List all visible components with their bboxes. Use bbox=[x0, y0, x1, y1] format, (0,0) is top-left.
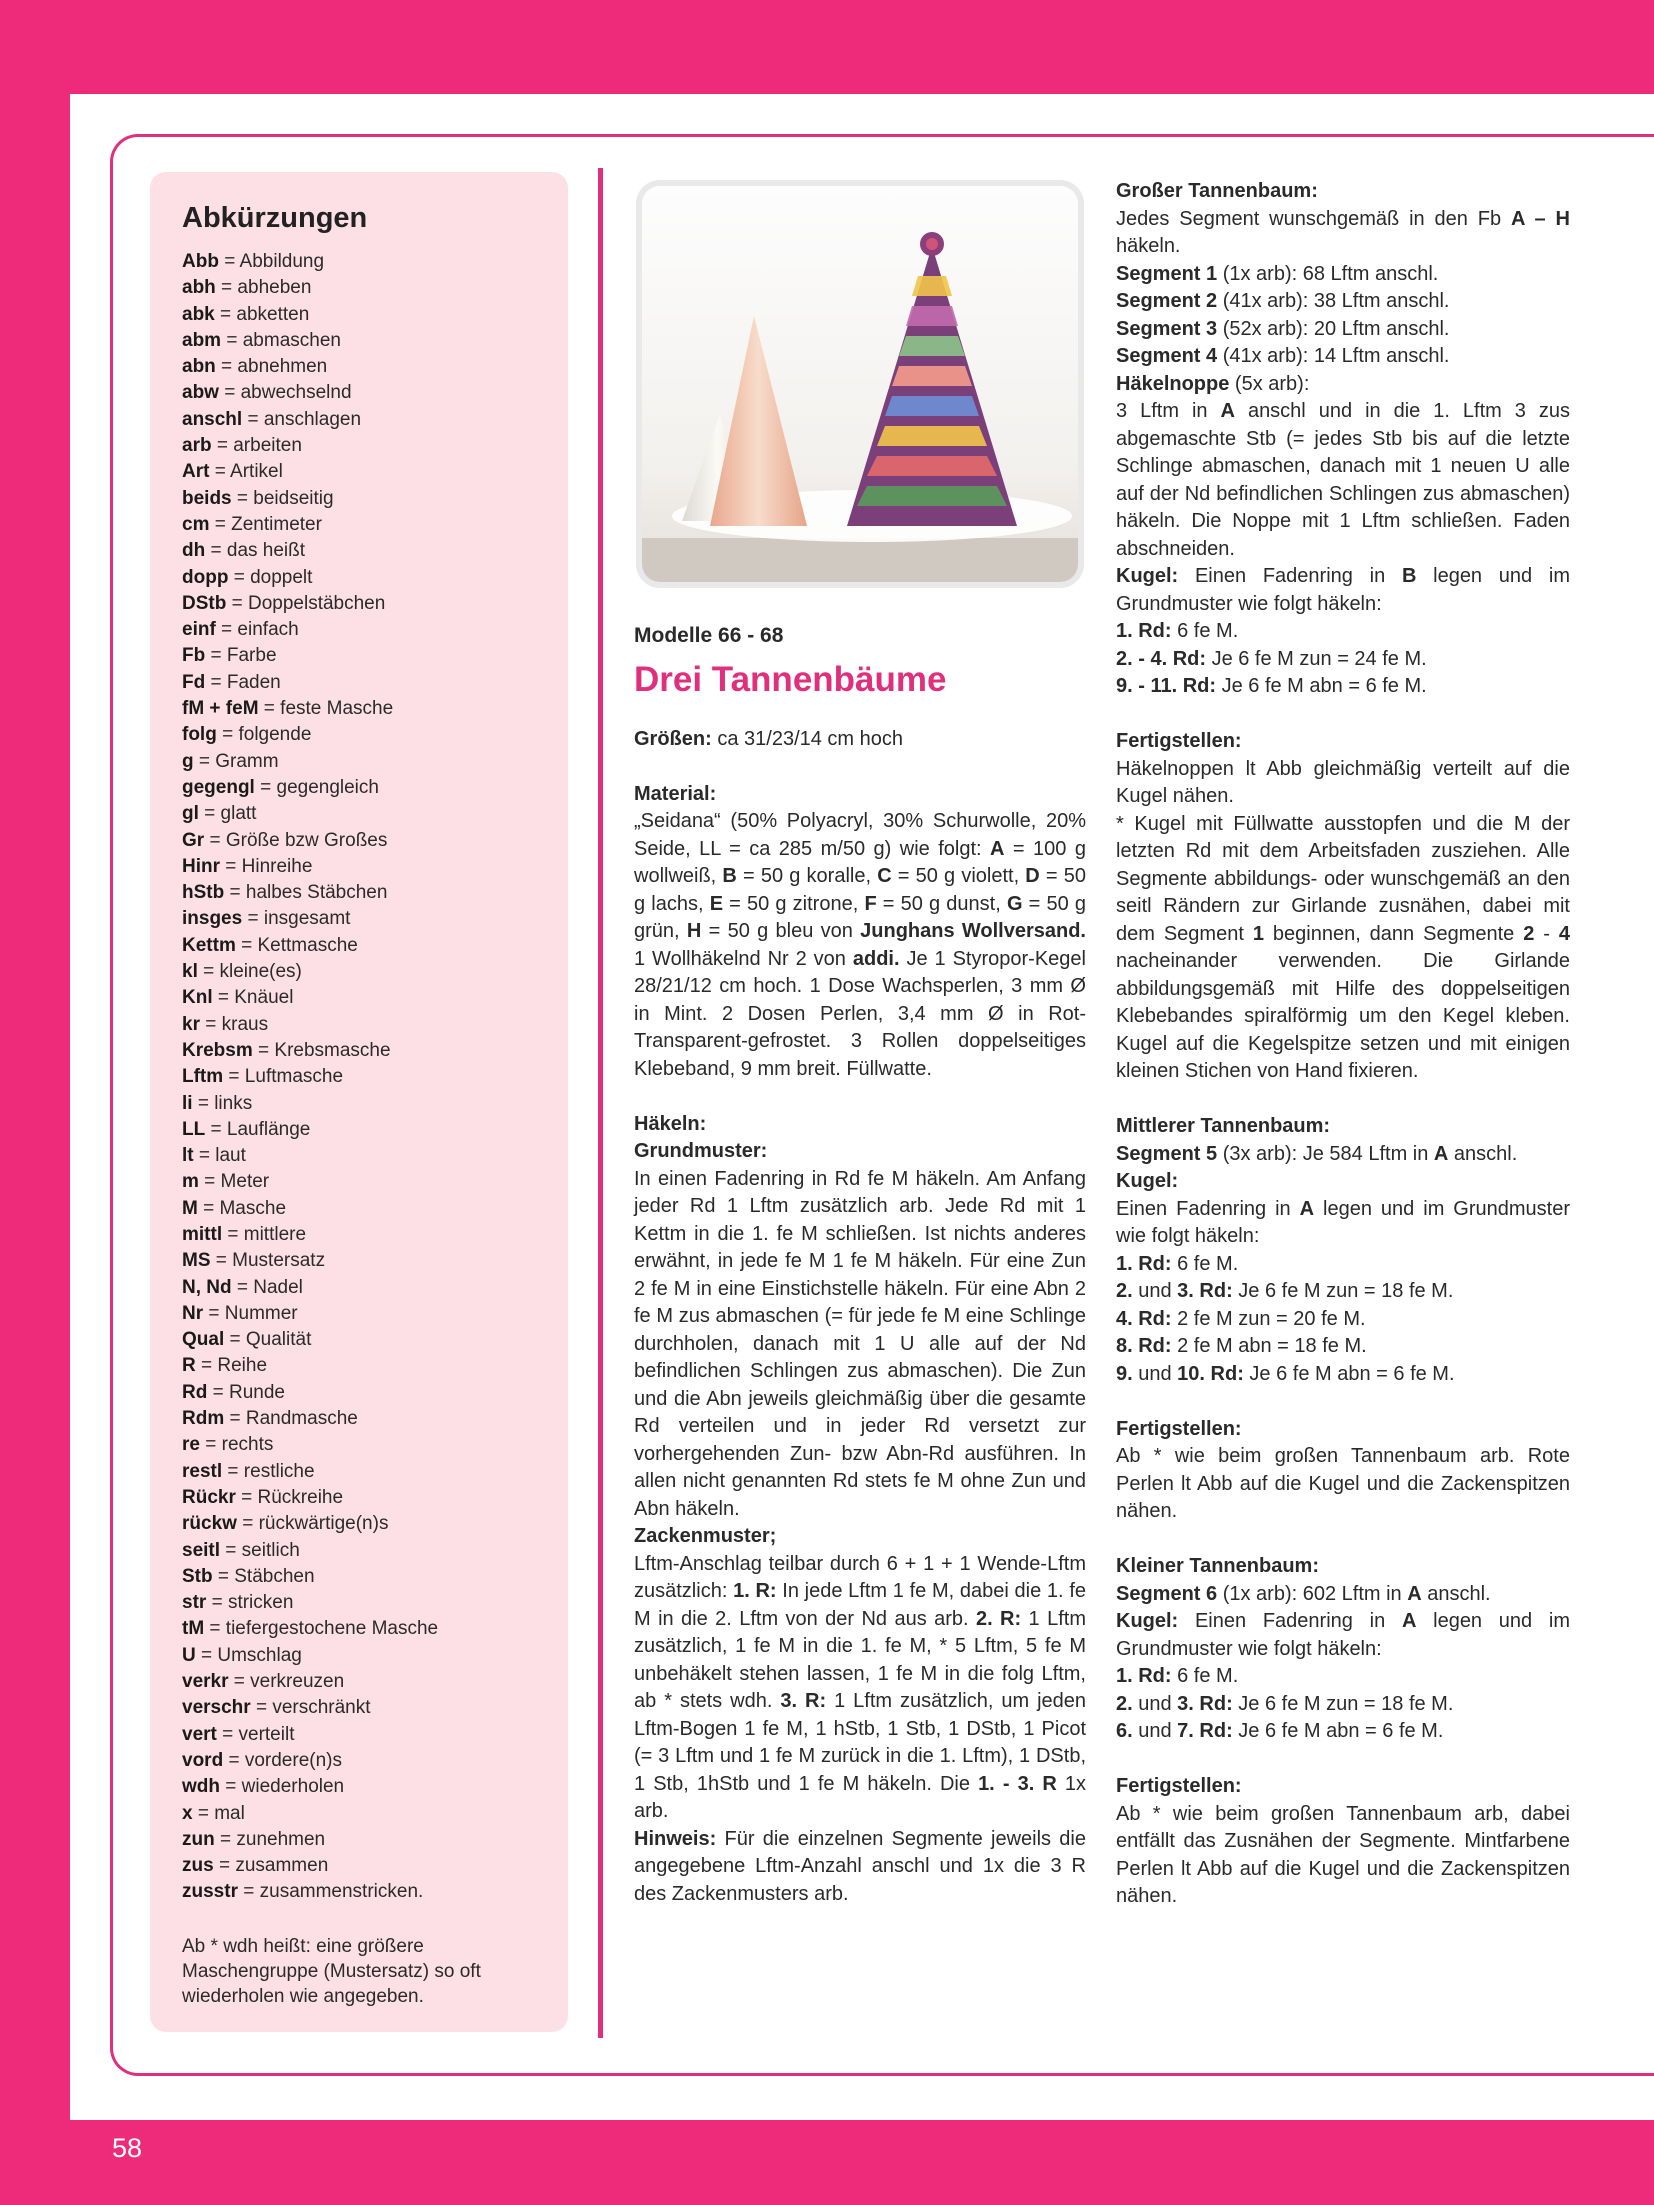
abbreviation-item: Nr = Nummer bbox=[182, 1302, 298, 1324]
abbreviation-key: Rdm bbox=[182, 1408, 225, 1430]
instruction-line: Häkelnoppe (5x arb): bbox=[1116, 372, 1310, 395]
instruction-line: Segment 6 (1x arb): 602 Lftm in A anschl. bbox=[1116, 1582, 1491, 1605]
instruction-line: 8. Rd: 2 fe M abn = 18 fe M. bbox=[1116, 1335, 1367, 1357]
abbreviation-item: dh = das heißt bbox=[182, 540, 306, 562]
instruction-line: 4. Rd: 2 fe M zun = 20 fe M. bbox=[1116, 1307, 1366, 1330]
abbreviation-item: Rdm = Randmasche bbox=[182, 1408, 358, 1430]
instruction-line: Segment 2 (41x arb): 38 Lftm anschl. bbox=[1116, 290, 1450, 312]
abbreviation-key: beids bbox=[182, 487, 232, 509]
top-band bbox=[0, 0, 1654, 94]
abbreviation-key: arb bbox=[182, 435, 212, 457]
abbreviation-item: hStb = halbes Stäbchen bbox=[182, 882, 388, 904]
small-tree-finish bbox=[1116, 1773, 1570, 1911]
abbreviation-key: Rückr bbox=[182, 1486, 236, 1508]
abbreviation-item: m = Meter bbox=[182, 1171, 270, 1193]
abbreviation-item: LL = Lauflänge bbox=[182, 1118, 311, 1140]
instruction-line: Ab * wie beim großen Tannenbaum arb, dabei entfällt das Zusnähen der Segmente. Mintfarbene Perlen lt Abb auf die Kugel und die Zackenspitzen nähen. bbox=[1116, 1802, 1570, 1907]
abbreviation-key: Gr bbox=[182, 829, 205, 851]
abbreviation-key: Art bbox=[182, 461, 210, 483]
abbreviation-key: rückw bbox=[182, 1513, 237, 1535]
abbreviation-item: gl = glatt bbox=[182, 803, 257, 825]
abbreviation-key: einf bbox=[182, 619, 216, 641]
sizes-line bbox=[634, 726, 1086, 754]
abbreviation-item: MS = Mustersatz bbox=[182, 1250, 326, 1272]
abbreviation-item: N, Nd = Nadel bbox=[182, 1276, 303, 1298]
abbreviation-key: kr bbox=[182, 1013, 200, 1035]
abbreviation-key: zusstr bbox=[182, 1881, 238, 1903]
instruction-line: Jedes Segment wunschgemäß in den Fb A – H häkeln. bbox=[1116, 207, 1570, 257]
instruction-line: 3 Lftm in A anschl und in die 1. Lftm 3 zus abgemaschte Stb (= jedes Stb bis auf die letzte Schlinge abmaschen, danach mit 1 neuen U alle auf der Nd befindlichen Schlingen zus abmaschen) häkeln. Die Noppe mit 1 Lftm schließen. Faden abschneiden. bbox=[1116, 400, 1570, 560]
abbreviation-item: Lftm = Luftmasche bbox=[182, 1066, 344, 1088]
abbreviation-item: abn = abnehmen bbox=[182, 356, 328, 378]
abbreviation-key: tM bbox=[182, 1618, 205, 1640]
abbreviation-key: verkr bbox=[182, 1671, 229, 1693]
abbreviation-item: beids = beidseitig bbox=[182, 487, 334, 509]
abbreviation-item: cm = Zentimeter bbox=[182, 513, 322, 535]
abbreviation-key: dopp bbox=[182, 566, 229, 588]
abbreviation-item: Stb = Stäbchen bbox=[182, 1565, 315, 1587]
abbreviation-item: Abb = Abbildung bbox=[182, 251, 325, 272]
abbreviation-key: str bbox=[182, 1592, 207, 1614]
abbreviation-key: Krebsm bbox=[182, 1039, 253, 1061]
abbreviation-item: re = rechts bbox=[182, 1434, 274, 1456]
instruction-line: Großer Tannenbaum: bbox=[1116, 180, 1318, 202]
instruction-line: Fertigstellen: bbox=[1116, 730, 1242, 752]
abbreviation-key: insges bbox=[182, 908, 243, 930]
abbreviation-item: kr = kraus bbox=[182, 1013, 269, 1035]
abbreviation-key: abw bbox=[182, 382, 219, 404]
abbreviation-key: zus bbox=[182, 1855, 214, 1877]
abbreviation-item: insges = insgesamt bbox=[182, 908, 351, 930]
material-paragraph: „Seidana“ (50% Polyacryl, 30% Schurwolle, 20% Seide, LL = ca 285 m/50 g) wie folgt: A = 100 g wollweiß, B = 50 g koralle, C = 50 g violett, D = 50 g lachs, E = 50 g zitrone, F = 50 g dunst, G = 50 g grün, H = 50 g bleu von Junghans Wollversand. 1 Wollhäkelnd Nr 2 von addi. Je 1 Styropor-Kegel 28/21/12 cm hoch. 1 Dose Wachsperlen, 3 mm Ø in Mint. 2 Dosen Perlen, 3,4 mm Ø in Rot-Transparent-gefrostet. 3 Rollen doppelseitiges Klebeband, 9 mm breit. Füllwatte. bbox=[634, 810, 1087, 1080]
instruction-line: Segment 3 (52x arb): 20 Lftm anschl. bbox=[1116, 317, 1450, 340]
abbreviation-key: wdh bbox=[182, 1776, 220, 1798]
abbreviation-key: MS bbox=[182, 1250, 211, 1272]
abbreviations-box bbox=[150, 172, 568, 2032]
abbreviation-key: M bbox=[182, 1197, 198, 1219]
pattern-title: Drei Tannenbäume bbox=[634, 659, 947, 699]
material-label: Material: bbox=[634, 782, 717, 805]
abbreviation-item: verkr = verkreuzen bbox=[182, 1671, 345, 1693]
instruction-line: Kugel: Einen Fadenring in A legen und im Grundmuster wie folgt häkeln: bbox=[1116, 1610, 1570, 1660]
abbreviation-item: vert = verteilt bbox=[182, 1723, 295, 1745]
abbreviation-key: hStb bbox=[182, 882, 225, 904]
zigzag-label: Zackenmuster; bbox=[634, 1525, 777, 1547]
abbreviation-item: dopp = doppelt bbox=[182, 566, 313, 588]
abbreviation-item: verschr = verschränkt bbox=[182, 1697, 371, 1719]
abbreviation-item: str = stricken bbox=[182, 1592, 294, 1614]
instruction-line: Segment 1 (1x arb): 68 Lftm anschl. bbox=[1116, 262, 1439, 285]
abbreviation-key: gegengl bbox=[182, 776, 255, 798]
abbreviation-item: Hinr = Hinreihe bbox=[182, 855, 313, 877]
abbreviation-key: cm bbox=[182, 513, 210, 535]
abbreviation-key: li bbox=[182, 1092, 193, 1114]
middle-column bbox=[634, 622, 1086, 1908]
zigzag-paragraph: Lftm-Anschlag teilbar durch 6 + 1 + 1 Wende-Lftm zusätzlich: 1. R: In jede Lftm 1 fe M, dabei die 1. fe M in die 2. Lftm von der Nd aus arb. 2. R: 1 Lftm zusätzlich, 1 fe M in die 1. fe M, * 5 Lftm, 5 fe M unbehäkelt stehen lassen, 1 fe M in die folg Lftm, ab * stets wdh. 3. R: 1 Lftm zusätzlich, um jeden Lftm-Bogen 1 fe M, 1 hStb, 1 Stb, 1 DStb, 1 Picot (= 3 Lftm und 1 fe M zurück in die 1. Lftm), 1 DStb, 1 Stb, 1hStb und 1 fe M häkeln. Die 1. - 3. R 1x arb. bbox=[634, 1552, 1087, 1822]
abbreviation-key: Rd bbox=[182, 1381, 208, 1403]
instruction-line: Fertigstellen: bbox=[1116, 1775, 1242, 1797]
abbreviation-key: abh bbox=[182, 277, 216, 299]
abbreviation-item: DStb = Doppelstäbchen bbox=[182, 592, 386, 614]
abbreviation-item: abk = abketten bbox=[182, 303, 310, 325]
abbreviation-key: abm bbox=[182, 329, 222, 351]
abbreviation-key: LL bbox=[182, 1118, 206, 1140]
column-divider bbox=[598, 168, 603, 2038]
abbreviation-item: zun = zunehmen bbox=[182, 1828, 326, 1850]
instruction-line: Kugel: Einen Fadenring in B legen und im Grundmuster wie folgt häkeln: bbox=[1116, 565, 1570, 615]
abbreviation-key: Fb bbox=[182, 645, 206, 667]
abbreviation-item: abw = abwechselnd bbox=[182, 382, 352, 404]
instruction-line: Kleiner Tannenbaum: bbox=[1116, 1555, 1319, 1577]
abbreviation-key: kl bbox=[182, 961, 198, 983]
abbreviation-key: Kettm bbox=[182, 934, 236, 956]
abbreviation-item: abh = abheben bbox=[182, 277, 312, 299]
abbreviation-item: fM + feM = feste Masche bbox=[182, 698, 394, 720]
abbreviation-key: vert bbox=[182, 1723, 217, 1745]
abbreviation-key: dh bbox=[182, 540, 206, 562]
model-number: Modelle 66 - 68 bbox=[634, 624, 784, 647]
instruction-line: 1. Rd: 6 fe M. bbox=[1116, 1252, 1239, 1275]
instruction-line: 1. Rd: 6 fe M. bbox=[1116, 620, 1239, 642]
abbreviation-key: vord bbox=[182, 1749, 224, 1771]
instruction-line: 2. und 3. Rd: Je 6 fe M zun = 18 fe M. bbox=[1116, 1280, 1454, 1302]
large-tree-finish bbox=[1116, 728, 1570, 1086]
abbreviation-item: R = Reihe bbox=[182, 1355, 268, 1377]
abbreviation-key: verschr bbox=[182, 1697, 251, 1719]
abbreviation-key: folg bbox=[182, 724, 217, 746]
abbreviation-item: Kettm = Kettmasche bbox=[182, 934, 358, 956]
abbreviation-item: zus = zusammen bbox=[182, 1855, 329, 1877]
abbreviation-item: M = Masche bbox=[182, 1197, 287, 1219]
abbreviation-item: Knl = Knäuel bbox=[182, 987, 294, 1009]
abbreviation-item: vord = vordere(n)s bbox=[182, 1749, 342, 1771]
abbreviation-item: x = mal bbox=[182, 1802, 245, 1824]
sizes-text: ca 31/23/14 cm hoch bbox=[711, 727, 904, 750]
small-tree-section bbox=[1116, 1553, 1570, 1746]
abbreviation-item: anschl = anschlagen bbox=[182, 408, 362, 430]
christmas-trees-photo bbox=[636, 180, 1084, 588]
abbreviation-item: Fd = Faden bbox=[182, 671, 281, 693]
abbreviation-item: gegengl = gegengleich bbox=[182, 776, 379, 798]
medium-tree-finish bbox=[1116, 1416, 1570, 1526]
abbreviation-key: N, Nd bbox=[182, 1276, 232, 1298]
instruction-line: 1. Rd: 6 fe M. bbox=[1116, 1665, 1239, 1687]
abbreviation-key: Hinr bbox=[182, 855, 220, 877]
abbreviation-key: re bbox=[182, 1434, 200, 1456]
abbreviations-title: Abkürzungen bbox=[182, 202, 368, 234]
instruction-line: 9. und 10. Rd: Je 6 fe M abn = 6 fe M. bbox=[1116, 1362, 1455, 1385]
instruction-line: 9. - 11. Rd: Je 6 fe M abn = 6 fe M. bbox=[1116, 675, 1427, 697]
abbreviations-list bbox=[182, 249, 546, 1906]
abbreviation-item: mittl = mittlere bbox=[182, 1223, 307, 1245]
abbreviation-item: Art = Artikel bbox=[182, 461, 283, 483]
abbreviation-item: abm = abmaschen bbox=[182, 329, 341, 351]
abbreviation-item: Rd = Runde bbox=[182, 1381, 285, 1403]
page-number: 58 bbox=[112, 2133, 143, 2163]
abbreviation-key: zun bbox=[182, 1828, 215, 1850]
abbreviation-item: g = Gramm bbox=[182, 750, 279, 772]
abbreviation-item: tM = tiefergestochene Masche bbox=[182, 1618, 439, 1640]
abbreviation-key: Fd bbox=[182, 671, 206, 693]
abbreviations-note: Ab * wdh heißt: eine größere Maschengruppe (Mustersatz) so oft wiederholen wie angegeben. bbox=[182, 1935, 481, 2007]
abbreviation-key: seitl bbox=[182, 1539, 221, 1561]
abbreviation-key: Lftm bbox=[182, 1066, 224, 1088]
photo-illustration bbox=[642, 186, 1078, 582]
hint-paragraph: Hinweis: Für die einzelnen Segmente jeweils die angegebene Lftm-Anzahl anschl und 1x die 3 R des Zackenmusters arb. bbox=[634, 1827, 1086, 1905]
abbreviation-key: lt bbox=[182, 1145, 194, 1167]
instruction-line: Fertigstellen: bbox=[1116, 1417, 1242, 1440]
abbreviation-key: U bbox=[182, 1644, 196, 1666]
instruction-line: 2. - 4. Rd: Je 6 fe M zun = 24 fe M. bbox=[1116, 647, 1427, 670]
abbreviation-item: lt = laut bbox=[182, 1145, 246, 1167]
instruction-line: Häkelnoppen lt Abb gleichmäßig verteilt auf die Kugel nähen. bbox=[1116, 757, 1570, 807]
abbreviation-item: kl = kleine(es) bbox=[182, 961, 302, 983]
abbreviation-item: seitl = seitlich bbox=[182, 1539, 300, 1561]
instruction-line: Ab * wie beim großen Tannenbaum arb. Rote Perlen lt Abb auf die Kugel und die Zackenspitzen nähen. bbox=[1116, 1445, 1570, 1522]
instruction-line: Einen Fadenring in A legen und im Grundmuster wie folgt häkeln: bbox=[1116, 1197, 1571, 1247]
abbreviation-key: DStb bbox=[182, 592, 227, 614]
abbreviation-key: anschl bbox=[182, 408, 243, 430]
abbreviation-item: li = links bbox=[182, 1092, 253, 1114]
abbreviation-key: Stb bbox=[182, 1565, 213, 1587]
abbreviation-item: zusstr = zusammenstricken. bbox=[182, 1881, 424, 1903]
abbreviation-key: abn bbox=[182, 356, 216, 378]
instruction-line: Mittlerer Tannenbaum: bbox=[1116, 1115, 1331, 1137]
abbreviation-item: Gr = Größe bzw Großes bbox=[182, 829, 388, 851]
large-tree-section bbox=[1116, 178, 1570, 701]
abbreviation-key: abk bbox=[182, 303, 215, 325]
abbreviation-key: g bbox=[182, 750, 194, 772]
abbreviation-key: Abb bbox=[182, 251, 219, 272]
abbreviation-item: Krebsm = Krebsmasche bbox=[182, 1039, 391, 1061]
instruction-line: Segment 4 (41x arb): 14 Lftm anschl. bbox=[1116, 345, 1450, 367]
abbreviation-key: m bbox=[182, 1171, 199, 1193]
abbreviation-key: restl bbox=[182, 1460, 223, 1482]
abbreviation-key: Nr bbox=[182, 1302, 204, 1324]
abbreviation-item: Fb = Farbe bbox=[182, 645, 277, 667]
abbreviation-key: Knl bbox=[182, 987, 213, 1009]
abbreviation-key: R bbox=[182, 1355, 196, 1377]
abbreviation-item: U = Umschlag bbox=[182, 1644, 302, 1666]
instruction-line: Kugel: bbox=[1116, 1170, 1179, 1192]
abbreviation-item: Rückr = Rückreihe bbox=[182, 1486, 344, 1508]
instruction-line: * Kugel mit Füllwatte ausstopfen und die M der letzten Rd mit dem Arbeitsfaden zusziehen. Alle Segmente abbildungs- oder wunschgemäß an den seitl Rändern zur Girlande zusnähen, dabei mit dem Segment 1 beginnen, dann Segmente 2 - 4 nacheinander verwenden. Die Girlande abbildungsgemäß mit Hilfe des doppelseitigen Klebebandes spiralförmig um den Kegel kleben. Kugel auf die Kegelspitze setzen und mit einigen kleinen Stichen von Hand fixieren. bbox=[1116, 812, 1570, 1082]
instruction-line: Segment 5 (3x arb): Je 584 Lftm in A anschl. bbox=[1116, 1142, 1518, 1165]
instruction-line: 6. und 7. Rd: Je 6 fe M abn = 6 fe M. bbox=[1116, 1720, 1444, 1742]
abbreviation-item: wdh = wiederholen bbox=[182, 1776, 345, 1798]
right-column bbox=[1116, 178, 1570, 1911]
basic-pattern-label: Grundmuster: bbox=[634, 1140, 768, 1162]
crochet-label: Häkeln: bbox=[634, 1112, 707, 1135]
abbreviation-item: Qual = Qualität bbox=[182, 1329, 312, 1351]
abbreviation-item: arb = arbeiten bbox=[182, 435, 302, 457]
basic-pattern-paragraph: In einen Fadenring in Rd fe M häkeln. Am Anfang jeder Rd 1 Lftm zusätzlich arb. Jede Rd mit 1 Kettm in die 1. fe M schließen. Ist nichts anderes erwähnt, in jede fe M 1 fe M häkeln. Für eine Zun 2 fe M in eine Einstichstelle häkeln. Für eine Abn 2 fe M zus abmaschen (= für jede fe M eine Schlinge durchholen, danach mit 1 U alle auf der Nd befindlichen Schlingen zus abmaschen). Die Zun und die Abn jeweils gleichmäßig über die gesamte Rd verteilen und in jeder Rd versetzt zur vorhergehenden Zun- bzw Abn-Rd ausführen. In allen nicht genannten Rd stets fe M ohne Zun und Abn häkeln. bbox=[634, 1167, 1086, 1520]
abbreviation-item: folg = folgende bbox=[182, 724, 312, 746]
abbreviation-key: x bbox=[182, 1802, 193, 1824]
abbreviation-item: rückw = rückwärtige(n)s bbox=[182, 1513, 389, 1535]
abbreviation-item: einf = einfach bbox=[182, 619, 299, 641]
abbreviation-key: Qual bbox=[182, 1329, 225, 1351]
medium-tree-section bbox=[1116, 1113, 1570, 1388]
sizes-label: Größen: bbox=[634, 727, 712, 750]
abbreviation-key: mittl bbox=[182, 1223, 223, 1245]
instruction-line: 2. und 3. Rd: Je 6 fe M zun = 18 fe M. bbox=[1116, 1692, 1454, 1715]
abbreviation-key: fM + feM bbox=[182, 698, 259, 720]
abbreviation-item: restl = restliche bbox=[182, 1460, 315, 1482]
abbreviation-key: gl bbox=[182, 803, 199, 825]
